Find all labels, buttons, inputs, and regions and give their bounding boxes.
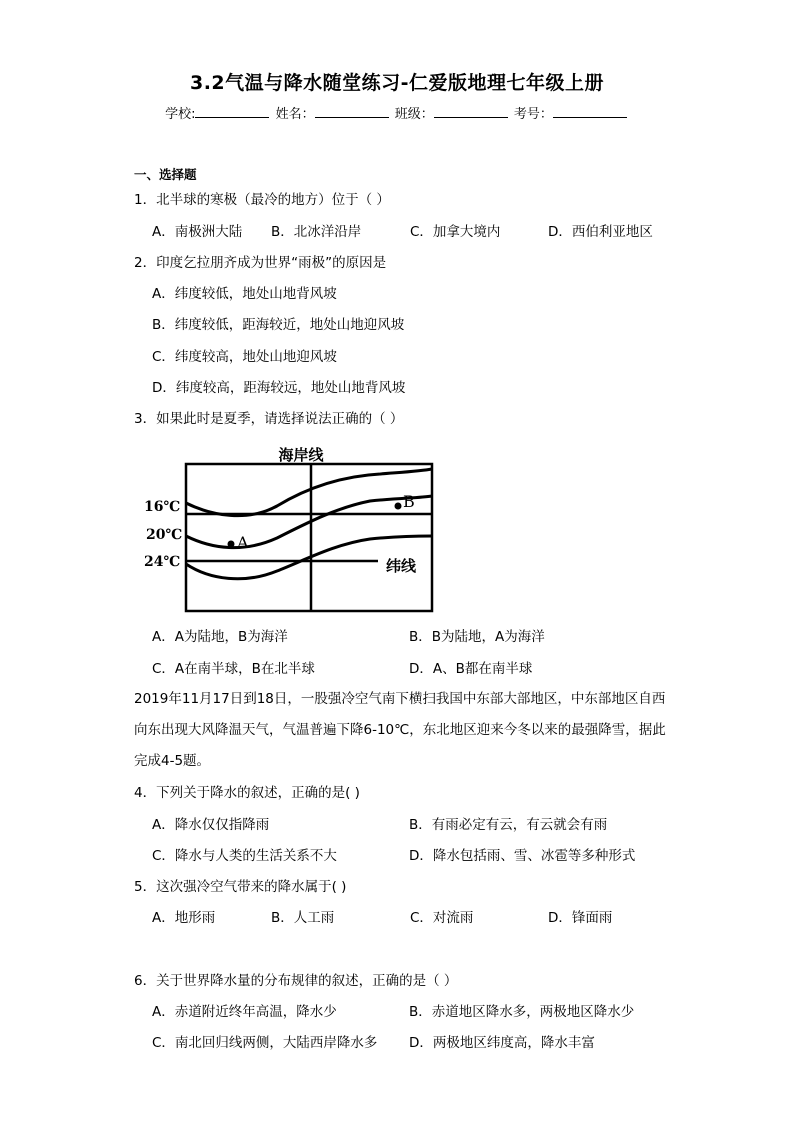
question-5-option-a[interactable]: A．地形雨 xyxy=(152,910,216,926)
name-blank[interactable] xyxy=(315,105,389,118)
school-label: 学校: xyxy=(165,107,196,122)
question-1-option-d[interactable]: D．西伯利亚地区 xyxy=(548,224,653,240)
latitude-label: 纬线 xyxy=(386,557,417,575)
class-label: 班级： xyxy=(394,107,434,122)
point-a-marker xyxy=(228,541,235,548)
question-1-option-b[interactable]: B．北冰洋沿岸 xyxy=(271,224,362,240)
exam-number-blank[interactable] xyxy=(553,105,627,118)
question-3-option-a[interactable]: A．A为陆地，B为海洋 xyxy=(152,629,288,645)
question-1-option-c[interactable]: C．加拿大境内 xyxy=(410,224,501,240)
question-2-option-b[interactable]: B．纬度较低，距海较近，地处山地迎风坡 xyxy=(152,317,405,333)
question-6-option-b[interactable]: B．赤道地区降水多，两极地区降水少 xyxy=(409,1004,635,1020)
question-5-option-c[interactable]: C．对流雨 xyxy=(410,910,474,926)
question-2-option-c[interactable]: C．纬度较高，地处山地迎风坡 xyxy=(152,349,337,365)
question-5-option-d[interactable]: D．锋面雨 xyxy=(548,910,613,926)
question-2-stem: 2．印度乞拉朋齐成为世界“雨极”的原因是 xyxy=(134,255,387,271)
question-4-stem: 4．下列关于降水的叙述，正确的是( ) xyxy=(134,785,360,801)
question-4-option-a[interactable]: A．降水仅仅指降雨 xyxy=(152,817,270,833)
question-3-option-d[interactable]: D．A、B都在南半球 xyxy=(409,661,533,677)
name-label: 姓名： xyxy=(275,107,315,122)
question-6-option-a[interactable]: A．赤道附近终年高温，降水少 xyxy=(152,1004,337,1020)
question-6-option-c[interactable]: C．南北回归线两侧，大陆西岸降水多 xyxy=(152,1035,378,1051)
isotherm-20 xyxy=(186,496,432,548)
question-2-option-d[interactable]: D．纬度较高，距海较远，地处山地背风坡 xyxy=(152,380,406,396)
point-b-marker xyxy=(395,503,402,510)
isotherm-label-24: 24℃ xyxy=(144,554,181,570)
question-4-option-b[interactable]: B．有雨必定有云，有云就会有雨 xyxy=(409,817,608,833)
question-3-option-b[interactable]: B．B为陆地，A为海洋 xyxy=(409,629,545,645)
question-1-stem: 1．北半球的寒极（最冷的地方）位于（ ） xyxy=(134,192,390,208)
class-blank[interactable] xyxy=(434,105,508,118)
question-4-option-c[interactable]: C．降水与人类的生活关系不大 xyxy=(152,848,337,864)
question-6-stem: 6．关于世界降水量的分布规律的叙述，正确的是（ ） xyxy=(134,973,458,989)
page-title: 3.2气温与降水随堂练习-仁爱版地理七年级上册 xyxy=(189,72,605,94)
question-6-option-d[interactable]: D．两极地区纬度高，降水丰富 xyxy=(409,1035,595,1051)
isotherm-label-20: 20℃ xyxy=(146,527,183,543)
question-4-option-d[interactable]: D．降水包括雨、雪、冰雹等多种形式 xyxy=(409,848,636,864)
school-blank[interactable] xyxy=(195,105,269,118)
question-3-option-c[interactable]: C．A在南半球，B在北半球 xyxy=(152,661,315,677)
question-5-stem: 5．这次强冷空气带来的降水属于( ) xyxy=(134,879,347,895)
point-b-label: B xyxy=(403,492,415,511)
reading-passage: 2019年11月17日到18日，一股强冷空气南下横扫我国中东部大部地区，中东部地区自西向东出现大风降温天气，气温普遍下降6-10℃，东北地区迎来今冬以来的最强降雪，据此完成4-5题。 xyxy=(134,691,666,769)
student-info-line xyxy=(0,103,794,122)
question-5-option-b[interactable]: B．人工雨 xyxy=(271,910,335,926)
figure-title-coastline: 海岸线 xyxy=(278,446,324,464)
point-a-label: A xyxy=(237,533,249,552)
isotherm-figure xyxy=(140,440,440,616)
section-heading: 一、选择题 xyxy=(134,167,197,182)
exam-number-label: 考号： xyxy=(513,107,553,122)
isotherm-16 xyxy=(186,469,432,516)
question-2-option-a[interactable]: A．纬度较低，地处山地背风坡 xyxy=(152,286,337,302)
question-1-option-a[interactable]: A．南极洲大陆 xyxy=(152,224,243,240)
question-3-stem: 3．如果此时是夏季，请选择说法正确的（ ） xyxy=(134,411,404,427)
isotherm-label-16: 16℃ xyxy=(144,499,181,515)
